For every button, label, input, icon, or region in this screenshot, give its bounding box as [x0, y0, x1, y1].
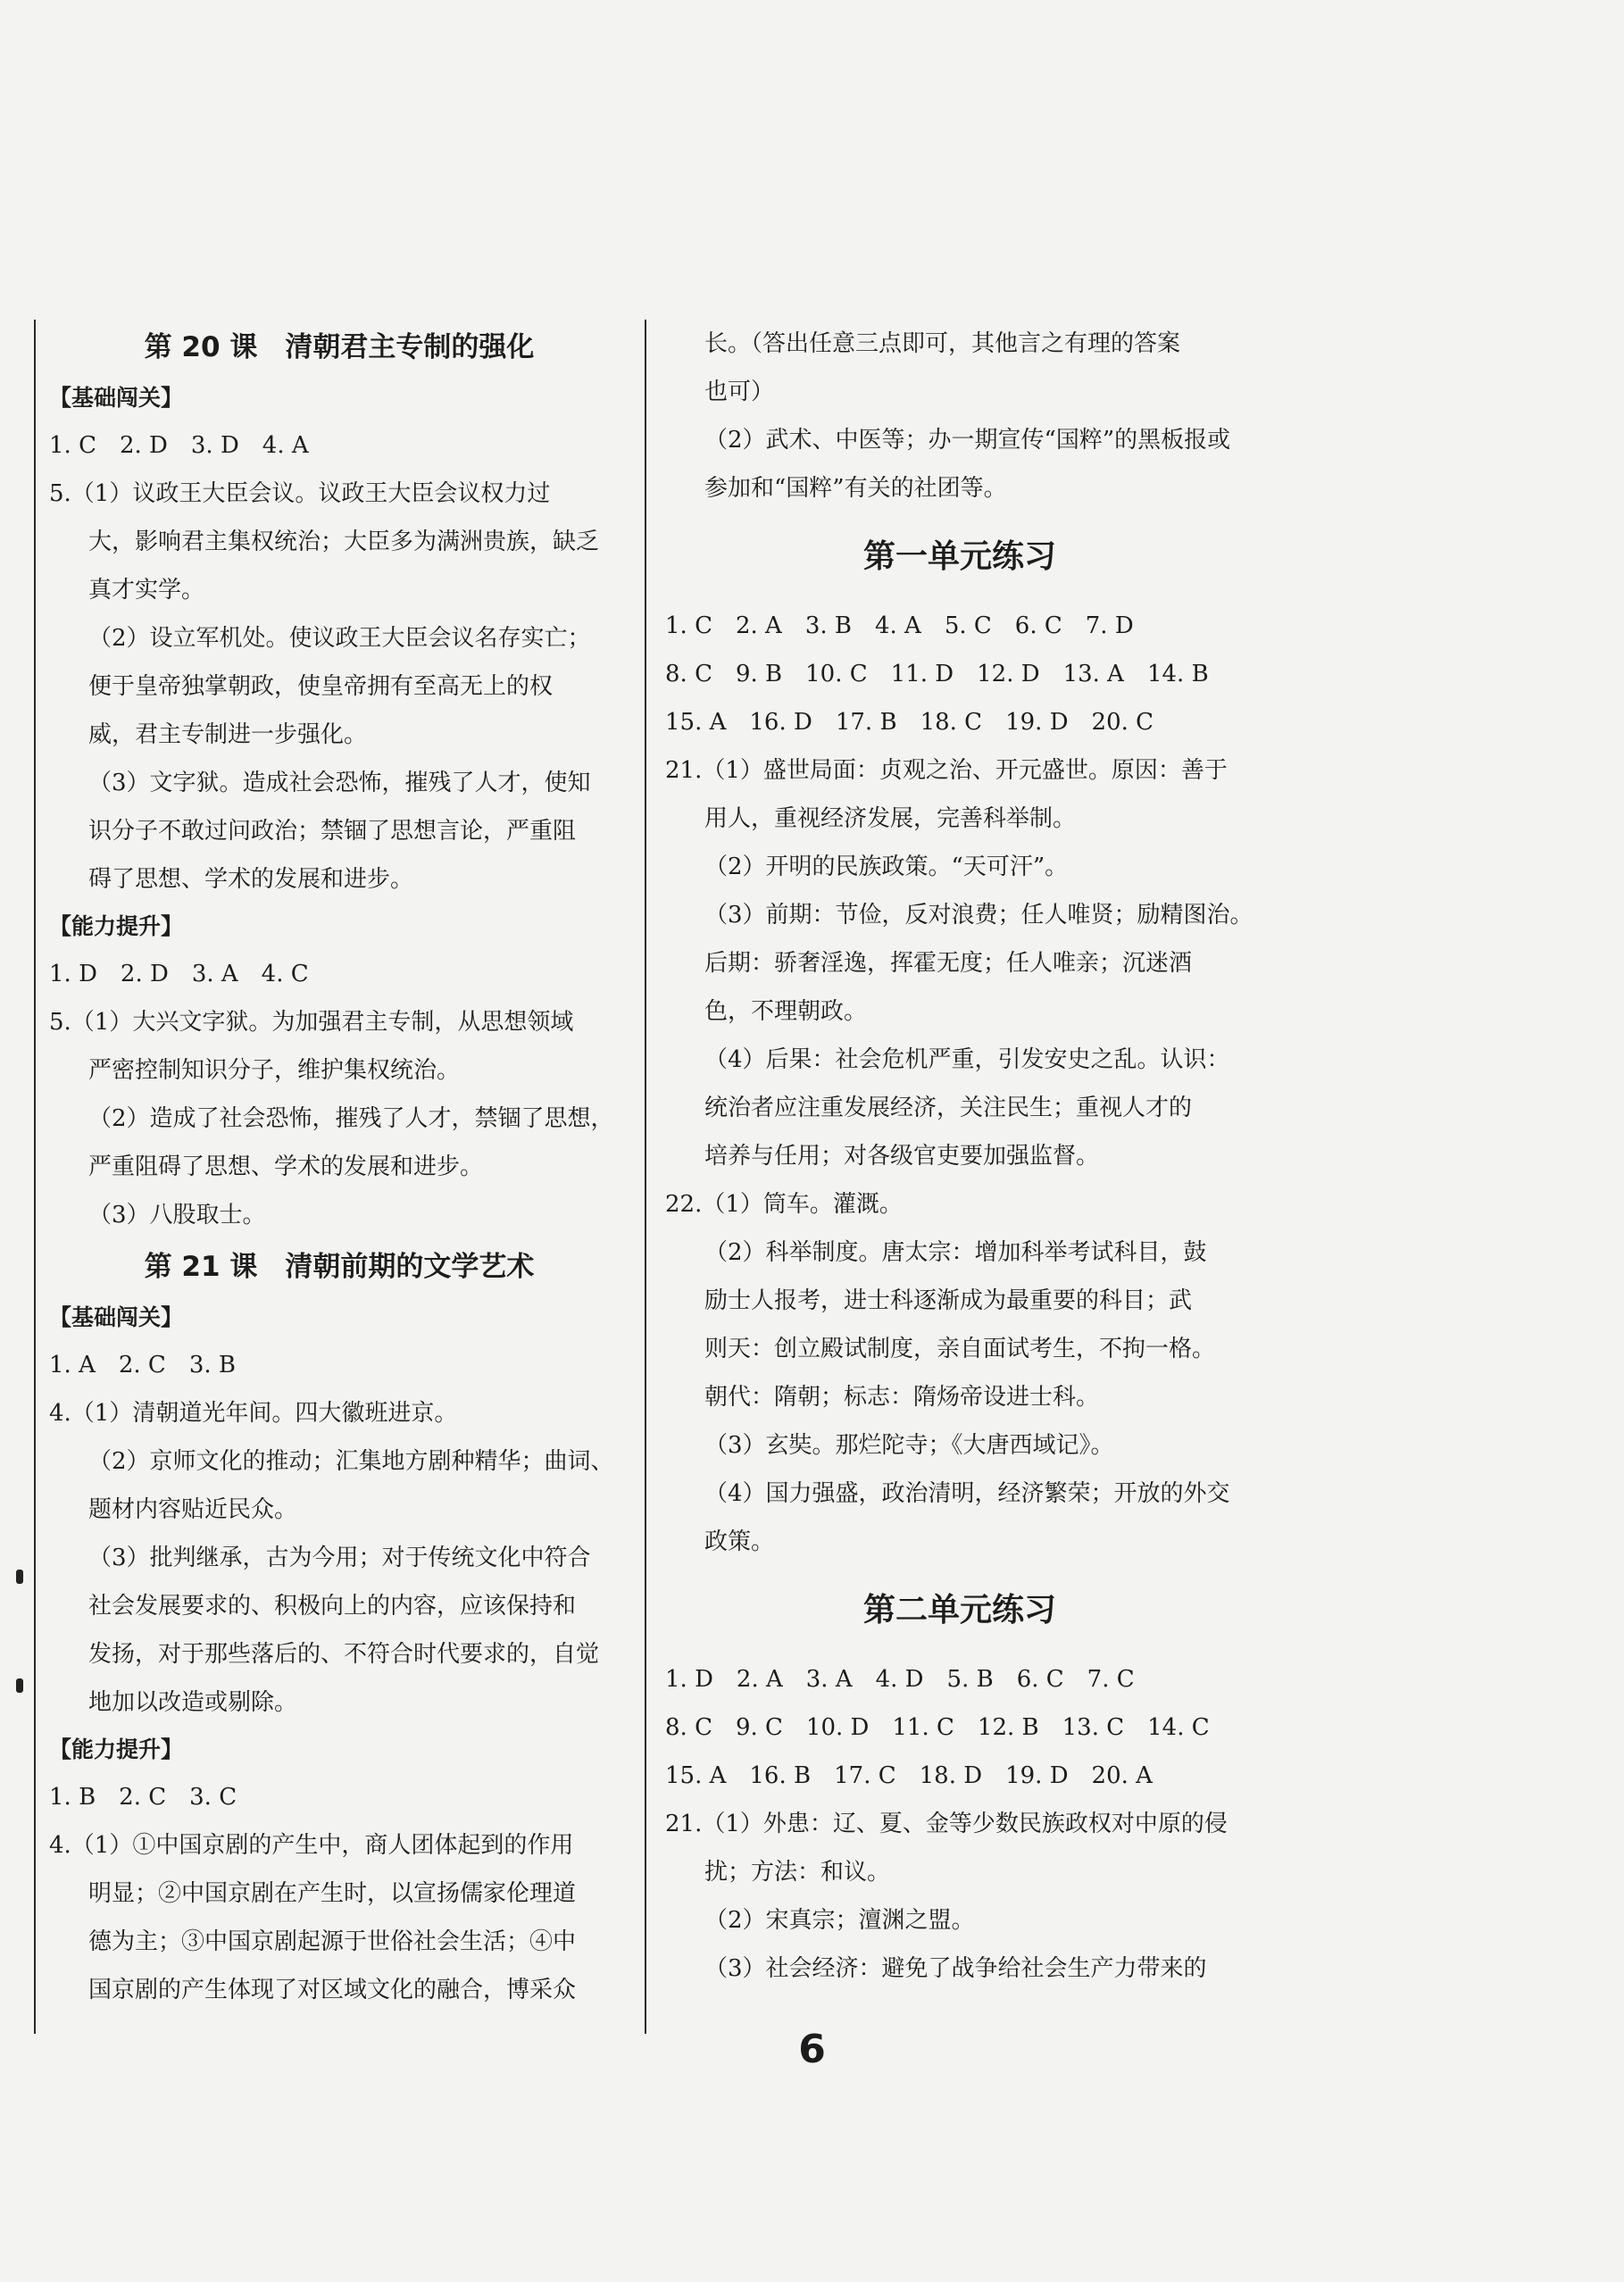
answer-line: 4.（1）①中国京剧的产生中，商人团体起到的作用: [49, 1832, 574, 1859]
answer-line: （2）武术、中医等；办一期宣传“国粹”的黑板报或: [704, 427, 1231, 454]
answer-line: 21.（1）盛世局面：贞观之治、开元盛世。原因：善于: [665, 757, 1228, 784]
answer-line: 则天：创立殿试制度，亲自面试考生，不拘一格。: [704, 1336, 1216, 1362]
unit-1-title: 第一单元练习: [862, 538, 1056, 575]
answer-line: （2）京师文化的推动；汇集地方剧种精华；曲词、: [88, 1448, 614, 1475]
answer-line: 朝代：隋朝；标志：隋炀帝设进士科。: [704, 1384, 1100, 1411]
answer-line: （3）社会经济：避免了战争给社会生产力带来的: [704, 1955, 1207, 1982]
answer-line: 5.（1）大兴文字狱。为加强君主专制，从思想领域: [49, 1009, 574, 1036]
section-basic-heading: 【基础闯关】: [49, 1304, 184, 1330]
answer-line: 1. C 2. D 3. D 4. A: [49, 432, 309, 459]
answer-line: 用人，重视经济发展，完善科举制。: [704, 805, 1077, 832]
answer-line: （3）文字狱。造成社会恐怖，摧残了人才，使知: [88, 770, 591, 796]
answer-line: 8. C 9. B 10. C 11. D 12. D 13. A 14. B: [665, 661, 1209, 687]
answer-line: 碍了思想、学术的发展和进步。: [88, 866, 414, 893]
right-column: [665, 320, 1254, 1993]
column-divider: [645, 320, 646, 2034]
answer-line: 15. A 16. B 17. C 18. D 19. D 20. A: [665, 1762, 1153, 1789]
answer-line: （2）设立军机处。使议政王大臣会议名存实亡；: [88, 625, 591, 652]
answer-line: （2）造成了社会恐怖，摧残了人才，禁锢了思想，: [88, 1105, 614, 1132]
answer-line: 政策。: [704, 1528, 775, 1555]
answer-line: 识分子不敢过问政治；禁锢了思想言论，严重阻: [88, 818, 577, 845]
scan-mark: [16, 1678, 23, 1693]
answer-line: 8. C 9. C 10. D 11. C 12. B 13. C 14. C: [665, 1714, 1210, 1741]
scan-mark: [16, 1570, 23, 1584]
answer-line: 励士人报考，进士科逐渐成为最重要的科目；武: [704, 1287, 1193, 1314]
answer-line: 便于皇帝独掌朝政，使皇帝拥有至高无上的权: [88, 673, 554, 700]
answer-line: （3）八股取士。: [88, 1202, 266, 1228]
answer-line: 1. B 2. C 3. C: [49, 1784, 237, 1811]
answer-line: （3）玄奘。那烂陀寺；《大唐西域记》。: [704, 1432, 1114, 1459]
answer-line: 威，君主专制进一步强化。: [88, 721, 368, 748]
answer-line: 培养与任用；对各级官吏要加强监督。: [704, 1143, 1100, 1170]
answer-line: （2）宋真宗；澶渊之盟。: [704, 1907, 975, 1934]
answer-line: 严密控制知识分子，维护集权统治。: [88, 1057, 461, 1084]
answer-line: 扰；方法：和议。: [704, 1859, 891, 1886]
answer-line: 真才实学。: [88, 577, 205, 604]
answer-line: 长。（答出任意三点即可，其他言之有理的答案: [704, 330, 1181, 357]
answer-line: 5.（1）议政王大臣会议。议政王大臣会议权力过: [49, 480, 551, 507]
answer-line: 参加和“国粹”有关的社团等。: [704, 475, 1007, 502]
answer-line: （4）后果：社会危机严重，引发安史之乱。认识：: [704, 1046, 1230, 1073]
answer-line: 1. D 2. D 3. A 4. C: [49, 961, 309, 987]
section-ability-heading: 【能力提升】: [49, 913, 184, 939]
answer-line: 严重阻碍了思想、学术的发展和进步。: [88, 1153, 484, 1180]
page-number: 6: [798, 2027, 826, 2072]
left-margin-rule: [34, 320, 36, 2034]
answer-line: （2）科举制度。唐太宗：增加科举考试科目，鼓: [704, 1239, 1207, 1266]
left-column: [49, 320, 629, 2014]
answer-line: 地加以改造或剔除。: [88, 1689, 298, 1716]
answer-line: 1. D 2. A 3. A 4. D 5. B 6. C 7. C: [665, 1666, 1135, 1693]
answer-line: 德为主；③中国京剧起源于世俗社会生活；④中: [88, 1928, 577, 1955]
answer-line: 明显；②中国京剧在产生时，以宣扬儒家伦理道: [88, 1880, 577, 1907]
answer-line: 22.（1）筒车。灌溉。: [665, 1191, 903, 1218]
lesson-21-title: 第 21 课 清朝前期的文学艺术: [144, 1251, 535, 1283]
answer-line: 大，影响君主集权统治；大臣多为满洲贵族，缺乏: [88, 529, 600, 555]
answer-line: 社会发展要求的、积极向上的内容，应该保持和: [88, 1593, 577, 1620]
answer-line: （3）前期：节俭，反对浪费；任人唯贤；励精图治。: [704, 902, 1253, 929]
answer-line: 后期：骄奢淫逸，挥霍无度；任人唯亲；沉迷酒: [704, 950, 1193, 977]
lesson-20-title: 第 20 课 清朝君主专制的强化: [144, 331, 535, 363]
unit-2-title: 第二单元练习: [862, 1592, 1056, 1628]
answer-line: 发扬，对于那些落后的、不符合时代要求的，自觉: [88, 1641, 600, 1668]
answer-line: （2）开明的民族政策。“天可汗”。: [704, 854, 1069, 880]
answer-line: 4.（1）清朝道光年间。四大徽班进京。: [49, 1400, 458, 1427]
section-ability-heading: 【能力提升】: [49, 1736, 184, 1762]
answer-line: 色，不理朝政。: [704, 998, 868, 1025]
answer-line: 1. C 2. A 3. B 4. A 5. C 6. C 7. D: [665, 612, 1134, 639]
answer-line: （3）批判继承，古为今用；对于传统文化中符合: [88, 1545, 591, 1571]
answer-line: 题材内容贴近民众。: [88, 1496, 298, 1523]
answer-line: 1. A 2. C 3. B: [49, 1352, 236, 1378]
answer-line: 国京剧的产生体现了对区域文化的融合，博采众: [88, 1977, 577, 2003]
section-basic-heading: 【基础闯关】: [49, 385, 184, 411]
answer-line: 21.（1）外患：辽、夏、金等少数民族政权对中原的侵: [665, 1811, 1228, 1837]
answer-line: 也可）: [704, 379, 775, 405]
answer-line: （4）国力强盛，政治清明，经济繁荣；开放的外交: [704, 1480, 1230, 1507]
answer-line: 15. A 16. D 17. B 18. C 19. D 20. C: [665, 709, 1154, 736]
answer-line: 统治者应注重发展经济，关注民生；重视人才的: [704, 1095, 1193, 1121]
